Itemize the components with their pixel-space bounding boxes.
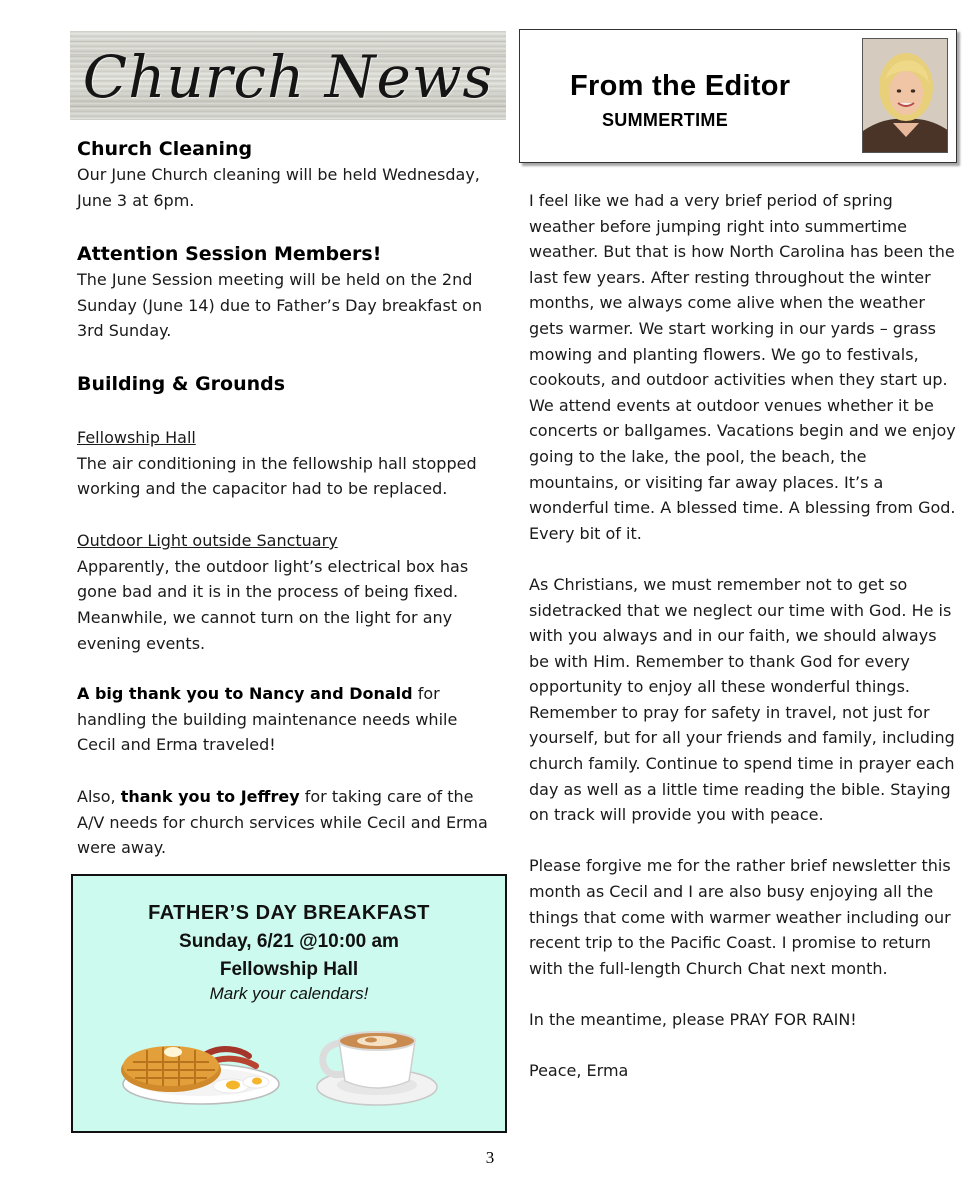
thanks-jeffrey xyxy=(77,784,497,861)
breakfast-note: Mark your calendars! xyxy=(209,984,369,1003)
editor-title: From the Editor xyxy=(570,70,791,102)
thanks-jeffrey-text: for taking care of the A/V needs for church services while Cecil and Erma were away. xyxy=(77,787,488,858)
outdoor-light-text: Apparently, the outdoor light’s electrical box has gone bad and it is in the process of being fixed. Meanwhile, we cannot turn on the light for any evening events. xyxy=(77,556,469,653)
editor-subtitle: SUMMERTIME xyxy=(602,110,728,130)
session-text: The June Session meeting will be held on the 2nd Sunday (June 14) due to Father’s Day breakfast on 3rd Sunday. xyxy=(77,270,483,341)
church-cleaning-text: Our June Church cleaning will be held Wednesday, June 3 at 6pm. xyxy=(77,165,480,210)
outdoor-light-subheading: Outdoor Light outside Sanctuary xyxy=(77,531,338,550)
session-heading: Attention Session Members! xyxy=(77,243,382,265)
thanks-nancy-donald xyxy=(77,681,497,758)
editor-portrait-image xyxy=(863,39,948,153)
thanks-jeffrey-prefix: Also, xyxy=(77,787,121,806)
fellowship-hall-subheading: Fellowship Hall xyxy=(77,428,196,447)
outdoor-light-section xyxy=(77,528,497,657)
breakfast-place: Fellowship Hall xyxy=(219,959,359,980)
thanks-nancy-donald-bold: A big thank you to Nancy and Donald xyxy=(77,684,413,703)
church-cleaning-heading: Church Cleaning xyxy=(77,138,253,160)
church-news-banner xyxy=(70,31,506,120)
page-number: 3 xyxy=(485,1148,495,1167)
fellowship-hall-section xyxy=(77,425,497,502)
coffee-cup-image xyxy=(305,1021,440,1109)
breakfast-title: FATHER’S DAY BREAKFAST xyxy=(148,902,430,924)
thanks-nancy-donald-text: for handling the building maintenance needs while Cecil and Erma traveled! xyxy=(77,684,458,755)
editor-paragraph-3: Please forgive me for the rather brief newsletter this month as Cecil and I are also busy enjoying all the things that come with warmer weather including our recent trip to the Pacific Coast. I promise to return with the full-length Church Chat next month. xyxy=(529,856,951,978)
banner-title: Church News xyxy=(82,43,494,111)
editor-paragraph-4: In the meantime, please PRAY FOR RAIN! xyxy=(529,1010,857,1029)
editor-paragraph-2: As Christians, we must remember not to get so sidetracked that we neglect our time with God. He is with you always and in our faith, we should always be with Him. Remember to thank God for every opportunity to enjoy all these wonderful things. Remember to pray for safety in travel, not just for yourself, but for all your friends and family, including church family. Continue to spend time in prayer each day as well as a little time reading the bible. Staying on track will provide you with peace. xyxy=(529,574,955,825)
grounds-heading: Building & Grounds xyxy=(77,373,286,395)
breakfast-date: Sunday, 6/21 @10:00 am xyxy=(179,931,399,952)
from-the-editor-box xyxy=(519,29,957,163)
editor-paragraph-1: I feel like we had a very brief period of spring weather before jumping right into summertime weather. But that is how North Carolina has been the last few years. After resting throughout the winter months, we always come alive when the weather gets warmer. We start working in our yards – grass mowing and planting flowers. We go to festivals, cookouts, and outdoor activities when they start up. We attend events at outdoor venues whether it be concerts or ballgames. Vacations begin and we enjoy going to the lake, the pool, the beach, the mountains, or visiting far away places. It’s a wonderful time. A blessed time. A blessing from God. Every bit of it. xyxy=(529,191,956,543)
fellowship-hall-text: The air conditioning in the fellowship hall stopped working and the capacitor had to be replaced. xyxy=(77,453,477,499)
waffle-plate-image xyxy=(111,1026,281,1108)
editor-photo xyxy=(862,38,948,153)
editor-letter xyxy=(529,188,957,1084)
session-section xyxy=(77,242,497,344)
church-cleaning-section xyxy=(77,137,497,213)
grounds-section xyxy=(77,372,497,397)
editor-signoff: Peace, Erma xyxy=(529,1061,629,1081)
thanks-jeffrey-bold: thank you to Jeffrey xyxy=(120,787,300,806)
fathers-day-breakfast-box xyxy=(71,874,507,1133)
